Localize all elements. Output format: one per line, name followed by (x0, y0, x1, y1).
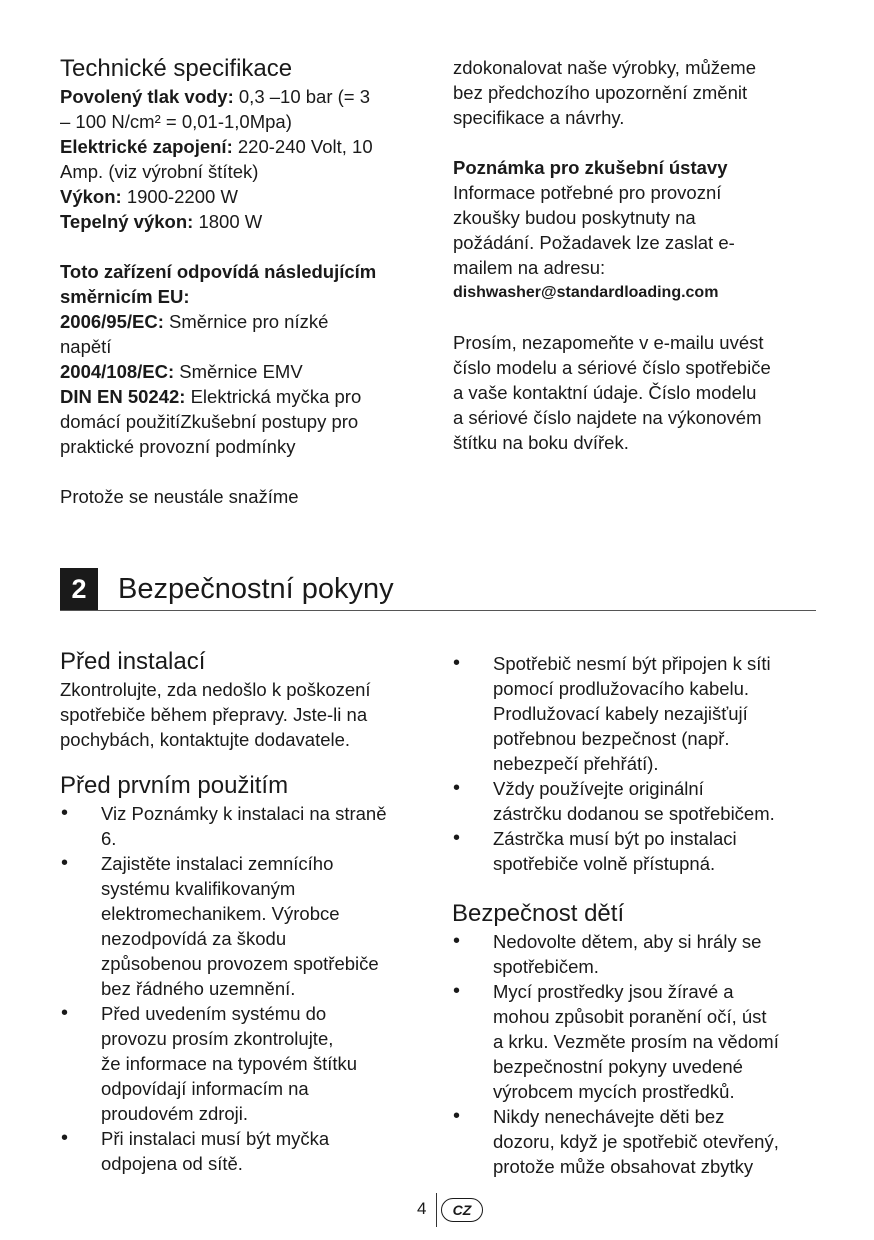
directives-intro-cont: směrnicím EU: (60, 286, 190, 307)
improvement-note-cont: bez předchozího upozornění změnit (453, 82, 748, 103)
directives-intro: Toto zařízení odpovídá následujícím (60, 261, 377, 282)
child-safety-list (452, 929, 827, 1179)
pressure-spec: Povolený tlak vody: 0,3 –10 bar (= 3 (60, 86, 371, 107)
before-use-title: Před prvním použitím (60, 772, 289, 799)
improvement-note-cont: zdokonalovat naše výrobky, můžeme (453, 57, 757, 78)
electric-spec: Elektrické zapojení: 220-240 Volt, 10 (60, 136, 373, 157)
note-line: Informace potřebné pro provozní (453, 182, 722, 203)
before-install-line: pochybách, kontaktujte dodavatele. (60, 729, 351, 750)
electric-spec-cont: Amp. (viz výrobní štítek) (60, 161, 259, 182)
directive-lvd-cont: napětí (60, 336, 112, 357)
test-institutes-column (453, 55, 823, 455)
din-standard: DIN EN 50242: Elektrická myčka pro (60, 386, 362, 407)
section-number: 2 (60, 568, 98, 610)
child-safety-title: Bezpečnost dětí (452, 900, 625, 927)
tech-specs-column (60, 54, 430, 509)
list-item: • Před uvedením systému do provozu prosím zkontrolujte, že informace na typovém štítku odpovídají informacím na proudovém zdroji. (60, 1001, 435, 1126)
list-item: • Viz Poznámky k instalaci na straně 6. (60, 801, 435, 851)
install-column (60, 647, 435, 1176)
heat-spec: Tepelný výkon: 1800 W (60, 211, 263, 232)
list-item: • Nikdy nenechávejte děti bez dozoru, když je spotřebič otevřený, protože může obsahovat zbytky (452, 1104, 827, 1179)
footer-divider (436, 1193, 437, 1227)
reminder-line: číslo modelu a sériové číslo spotřebiče (453, 357, 771, 378)
reminder-line: štítku na boku dvířek. (453, 432, 629, 453)
note-title: Poznámka pro zkušební ústavy (453, 157, 728, 178)
before-install-line: spotřebiče během přepravy. Jste-li na (60, 704, 368, 725)
before-install-title: Před instalací (60, 648, 206, 675)
directive-emc: 2004/108/EC: Směrnice EMV (60, 361, 303, 382)
before-use-list (60, 801, 435, 1176)
safety-column (452, 651, 827, 1179)
list-item: • Vždy používejte originální zástrčku dodanou se spotřebičem. (452, 776, 827, 826)
list-item: • Zajistěte instalaci zemnícího systému kvalifikovaným elektromechanikem. Výrobce nezodpovídá za škodu způsobenou provozem spotřebiče bez řádného uzemnění. (60, 851, 435, 1001)
din-standard-cont: domácí použitíZkušební postupy pro (60, 411, 359, 432)
reminder-line: Prosím, nezapomeňte v e-mailu uvést (453, 332, 764, 353)
list-item: • Zástrčka musí být po instalaci spotřebiče volně přístupná. (452, 826, 827, 876)
page-number: 4 (417, 1199, 427, 1218)
page-footer (0, 1193, 874, 1227)
section-header (60, 568, 816, 611)
power-spec: Výkon: 1900-2200 W (60, 186, 238, 207)
din-standard-cont2: praktické provozní podmínky (60, 436, 296, 457)
power-safety-list (452, 651, 827, 876)
list-item: • Mycí prostředky jsou žíravé a mohou způsobit poranění očí, úst a krku. Vezměte prosím na vědomí bezpečnostní pokyny uvedené výrobcem mycích prostředků. (452, 979, 827, 1104)
before-install-line: Zkontrolujte, zda nedošlo k poškození (60, 679, 371, 700)
note-line: mailem na adresu: (453, 257, 606, 278)
pressure-spec-cont: – 100 N/cm² = 0,01-1,0Mpa) (60, 111, 292, 132)
improvement-note-cont: specifikace a návrhy. (453, 107, 625, 128)
language-badge: CZ (441, 1198, 483, 1222)
section-title: Bezpečnostní pokyny (118, 573, 394, 605)
list-item: • Při instalaci musí být myčka odpojena od sítě. (60, 1126, 435, 1176)
list-item: • Nedovolte dětem, aby si hrály se spotřebičem. (452, 929, 827, 979)
list-item: • Spotřebič nesmí být připojen k síti pomocí prodlužovacího kabelu. Prodlužovací kabely nezajišťují potřebnou bezpečnost (např. nebezpečí přehřátí). (452, 651, 827, 776)
note-line: zkoušky budou poskytnuty na (453, 207, 696, 228)
directive-lvd: 2006/95/EC: Směrnice pro nízké (60, 311, 329, 332)
reminder-line: a vaše kontaktní údaje. Číslo modelu (453, 382, 757, 403)
improvement-note: Protože se neustále snažíme (60, 486, 299, 507)
note-line: požádání. Požadavek lze zaslat e- (453, 232, 735, 253)
reminder-line: a sériové číslo najdete na výkonovém (453, 407, 762, 428)
contact-email: dishwasher@standardloading.com (453, 284, 719, 301)
tech-specs-title: Technické specifikace (60, 55, 293, 82)
